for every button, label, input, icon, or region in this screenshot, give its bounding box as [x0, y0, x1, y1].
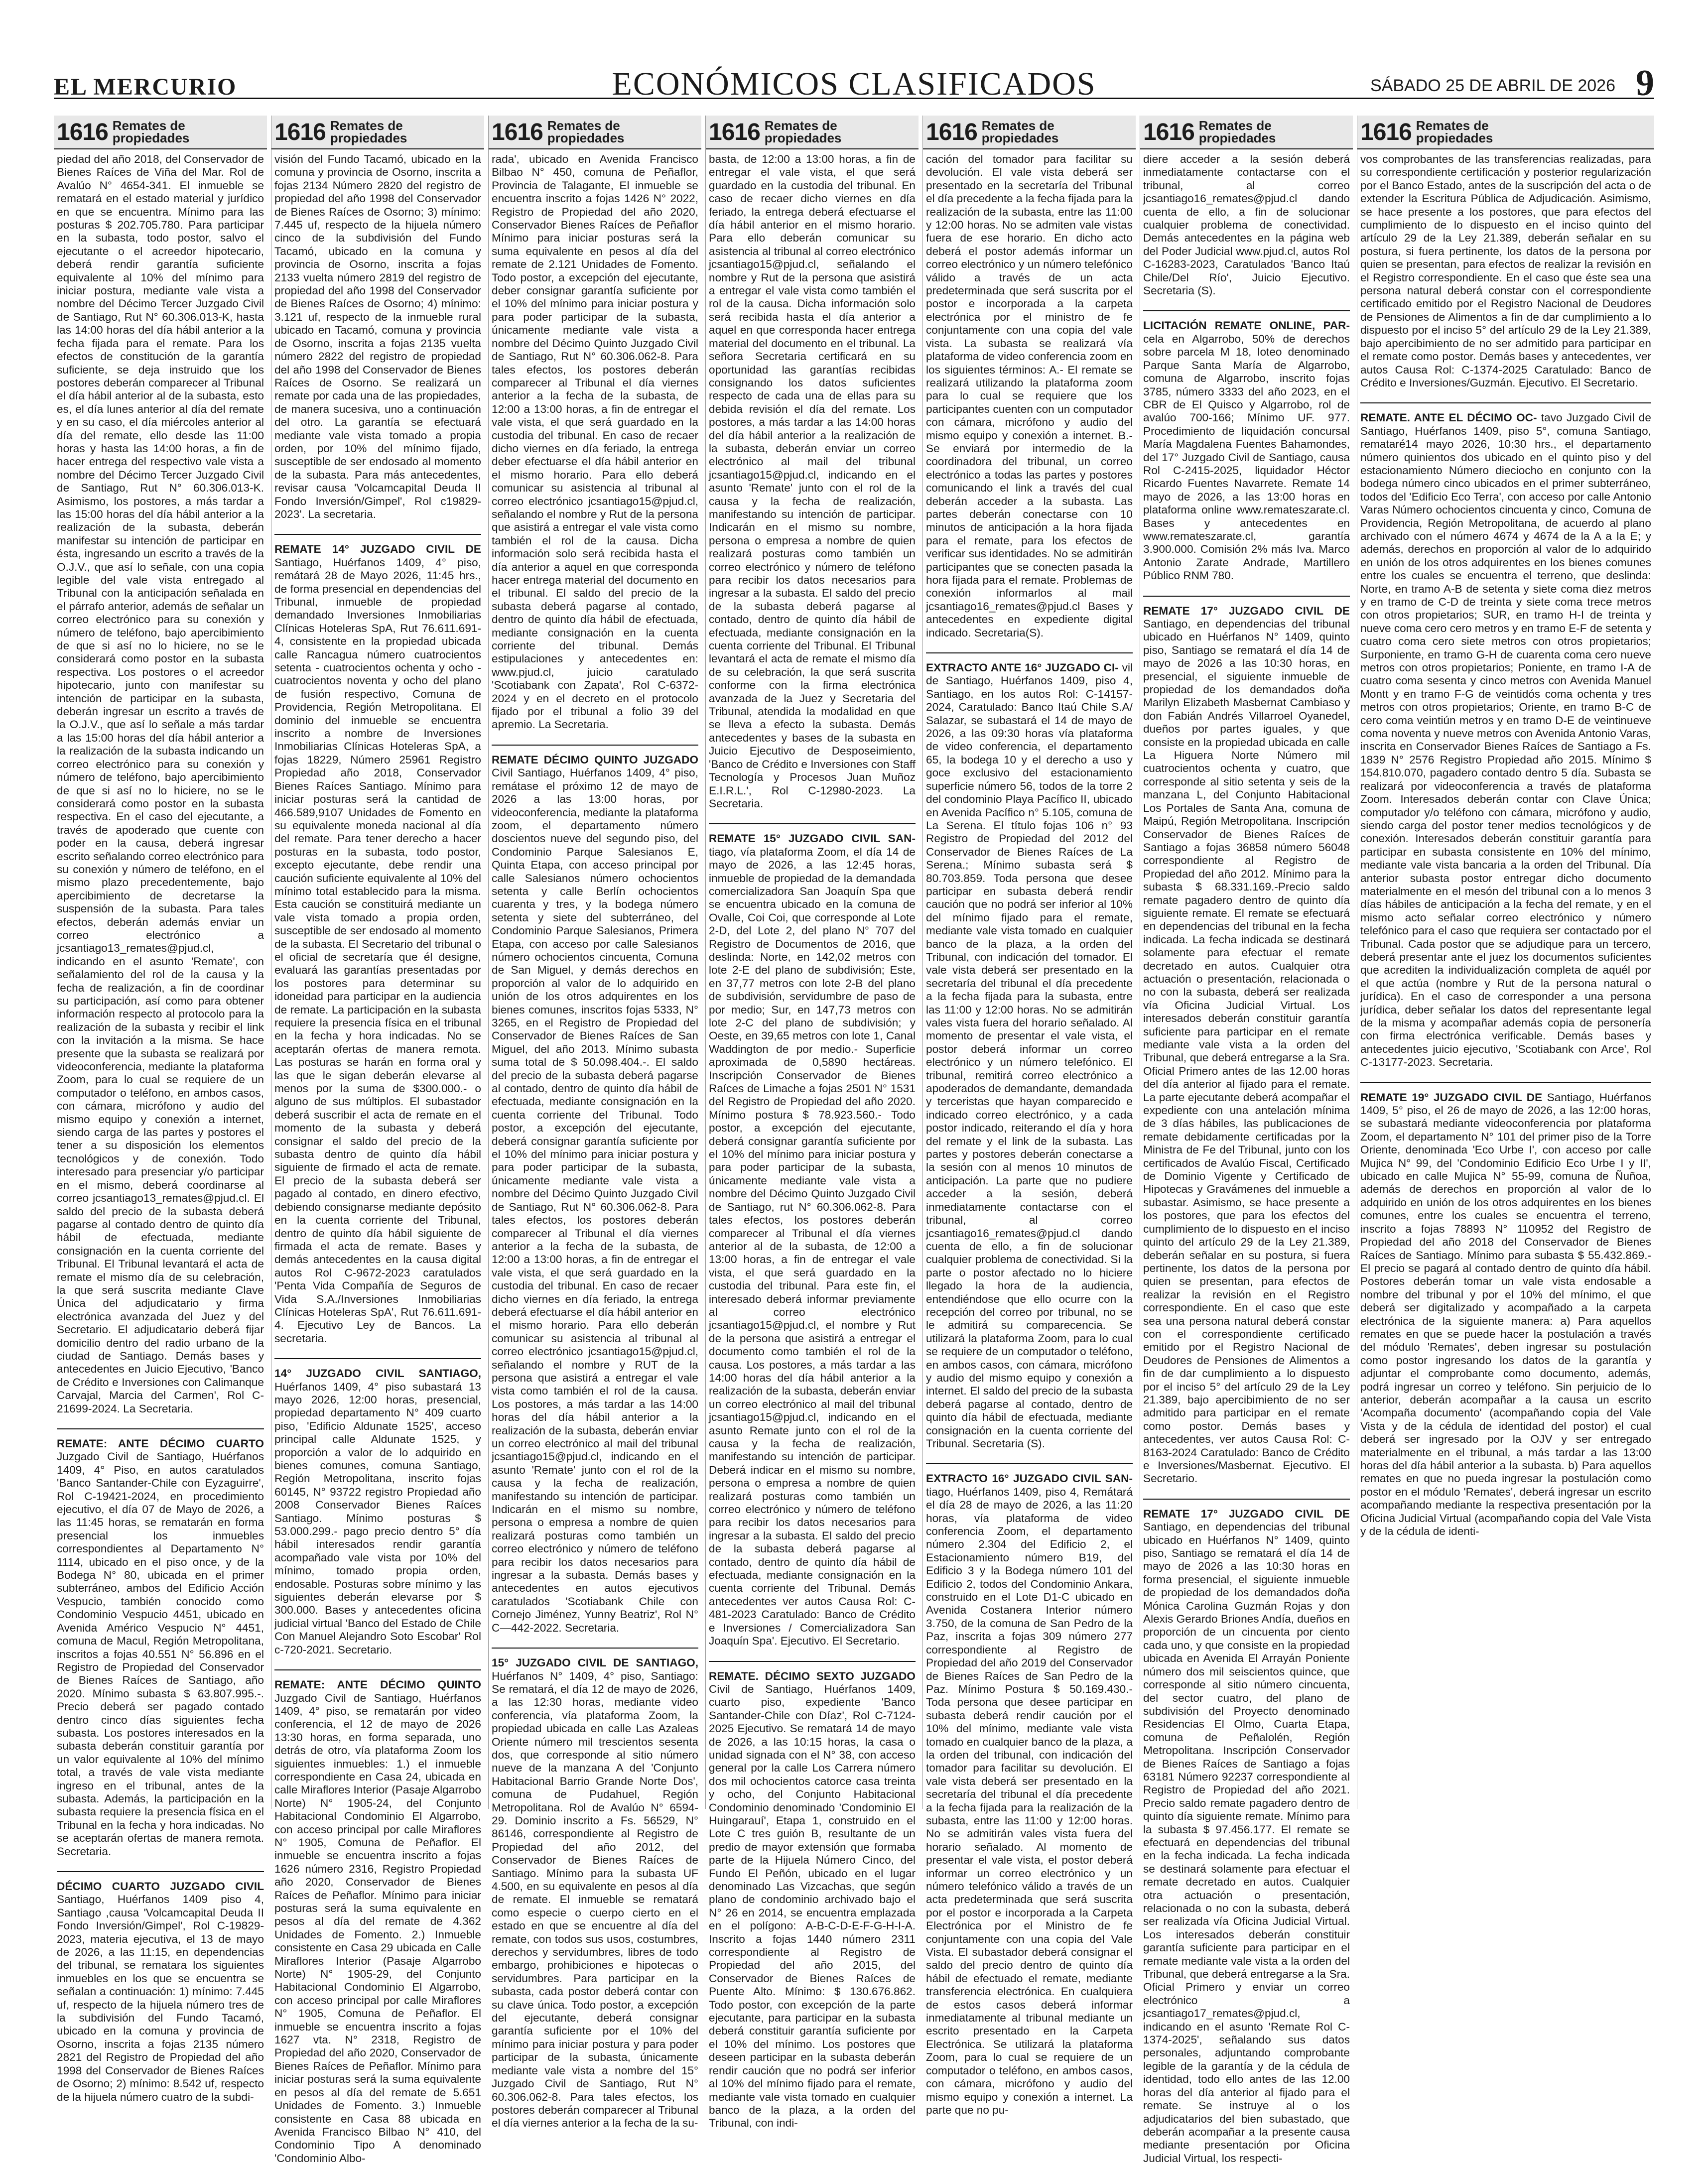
- classified-ad: [709, 832, 916, 1648]
- ad-text: Santiago, Huérfanos 1409, 4° piso, remátará 28 de Mayo 2026, 11:45 hrs., de forma presencial en dependencias del Tribunal, inmueble de propiedad demandado Inversiones Inmobiliarias Clínicas Hoteleras SpA, Rut 76.611.691-4, consistente en la propiedad ubicada calle Rancagua número cuatrocientos setenta - cuatrocientos ochenta y ocho - cuatrocientos noventa y ocho del plano de fusión respectivo, Comuna de Providencia, Región Metropolitana. El dominio del inmueble se encuentra inscrito a nombre de Inversiones Inmobiliarias Clínicas Hoteleras SpA, a fojas 18229, Número 25961 Registro Propiedad año 2018, Conservador Bienes Raíces Santiago. Mínimo para iniciar posturas será la cantidad de 466.589,9107 Unidades de Fomento en su equivalente moneda nacional al día del remate. Para tener derecho a hacer posturas en la subasta, todo postor, excepto ejecutante, debe rendir una caución suficiente equivalente al 10% del mínimo total establecido para la misma. Esta caución se constituirá mediante un vale vista tomado a propia orden, susceptible de ser endosado al momento de la subasta. El Secretario del tribunal o el oficial de secretaría que él designe, evaluará las garantías presentadas por los postores para determinar su idoneidad para participar en la audiencia de remate. La participación en la subasta requiere la presencia física en el tribunal en la fecha y hora indicadas. No se aceptarán ofertas de manera remota. Las posturas se harán en forma oral y las que le sigan deberán elevarse al menos por la suma de $300.000.- o alguno de sus múltiplos. El subastador deberá suscribir el acta de remate en el momento de la subasta y deberá consignar el saldo del precio de la subasta dentro de quinto día hábil siguiente de firmado el acta de remate. El precio de la subasta deberá ser pagado al contado, en dinero efectivo, debiendo consignarse mediante depósito en la cuenta corriente del Tribunal, dentro de quinto día hábil siguiente de firmada el acta de remate. Bases y demás antecedentes en la causa digital autos Rol C-9672-2023 caratulados 'Penta Vida Compañía de Seguros de Vida S.A./Inversiones Inmobiliarias Clínicas Hoteleras SpA', Rut 76.611.691-4. Ejecutivo Ley de Bancos. La secretaria.: [274, 556, 481, 1345]
- section-label: Remates de propiedades: [112, 118, 190, 145]
- classified-ad: [1143, 319, 1350, 582]
- ad-text: basta, de 12:00 a 13:00 horas, a fin de entregar el vale vista, el que será guardado en la custodia del tribunal. En caso de recaer dicho viernes en día feriado, la entrega deberá efectuarse el día hábil anterior en el mismo horario. Para ello deberán comunicar su asistencia al tribunal al correo electrónico jcsantiago15@pjud.cl, señalando el nombre y Rut de la persona que asistirá a entregar el vale vista como también el rol de la causa. Dicha información solo será recibida hasta el día anterior a aquel en que corresponda hacer entrega material del documento en el tribunal. La señora Secretaria certificará en su oportunidad las garantías recibidas consignando los datos suficientes respecto de cada una de ellas para su debida revisión el día del remate. Los postores, a más tardar a las 14:00 horas del día hábil anterior a la realización de la subasta, deberán enviar un correo electrónico al mail del tribunal jcsantiago15@pjud.cl, indicando en el asunto 'Remate' junto con el rol de la causa y la fecha de realización, manifestando su intención de participar. Indicarán en el mismo su nombre, persona o empresa a nombre de quien realizará posturas como también un correo electrónico y número de teléfono para recibir los datos necesarios para ingresar a la subasta. El saldo del precio de la subasta deberá pagarse al contado, dentro de quinto día hábil de efectuada, mediante consignación en la cuenta corriente del Tribunal. El Tribunal levantará el acta de remate el mismo día de su celebración, la que será suscrita conforme con la firma electrónica avanzada de la Juez y Secretaria del Tribunal, atendida la modalidad en que se lleva a efecto la subasta. Demás antecedentes y bases de la subasta en Juicio Ejecutivo de Desposeimiento, 'Banco de Crédito e Inversiones con Staff Tecnología y Procesos Juan Muñoz E.I.R.L.', Rol C-12980-2023. La Secretaria.: [709, 153, 916, 810]
- ad-text: tavo Juzgado Civil de Santiago, Huérfanos 1409, piso 5°, comuna Santiago, remataré14 mayo 2026, 10:30 hrs., el departamento número quinientos dos ubicado en el quinto piso y del estacionamiento Número dieciocho en conjunto con la bodega número cinco ubicados en el primer subterráneo, todos del 'Edificio Eco Terra', con acceso por calle Antonio Varas Número ochocientos cincuenta y cinco, Comuna de Providencia, Región Metropolitana, de acuerdo al plano archivado con el número 4674 y 4674 de la A a la E; y además, derechos en proporción al valor de lo adquirido en unión de los otros adquirentes en los bienes comunes entre los cuales se encuentra el terreno, que deslinda: Norte, en tramo A-B de setenta y siete coma diez metros y en tramo de C-D de treinta y siete coma trece metros con otros propietarios; SUR, en tramo H-I de treinta y nueve coma cero cero metros y en tramo E-F de setenta y cuatro coma cero siete metros con otros propietarios; Surponiente, en tramo G-H de cuarenta coma cero nueve metros con otros propietarios; Poniente, en tramo I-A de cuatro coma sesenta y cinco metros con Avenida Manuel Montt y en tramo F-G de veintidós coma ochenta y tres metros con otros propietarios; Oriente, en tramo B-C de cero coma veintiún metros y en tramo D-E de veintinueve coma noventa y nueve metros con Avenida Antonio Varas, inscrita en Conservador Bienes Raíces de Santiago a Fs. 1839 N° 2576 Registro Propiedad año 2015. Mínimo $ 154.810.070, pagadero contado dentro 5 día. Subasta se realizará por videoconferencia a través de plataforma Zoom. Interesados deberán contar con Clave Única; computador y/o teléfono con cámara, micrófono y audio, siendo carga del postor tener medios tecnológicos y de conexión. Interesados deberán constituir garantía para participar en subasta consistente en 10% del mínimo, mediante vale vista bancaria a la orden del Tribunal. Día anterior subasta postor entregar dicho documento materialmente en el mesón del tribunal con a lo menos 3 días hábiles de anticipación a la fecha del remate, y en el mismo acto señalar correo electrónico y número telefónico para el caso que requiera ser contactado por el Tribunal. Cada postor que se adjudique para un tercero, deberá presentar ante el juez los documentos suficientes que acrediten la individualización completa de aquél por el que actúa (nombre y Rut de la persona natural o jurídica). En el caso de corresponder a una persona jurídica, deber señalar los datos del representante legal de la misma y acompañar además copia de personería con firma electrónica verificable. Demás bases y antecedentes juicio ejecutivo, 'Scotiabank con Arce', Rol C-13177-2023. Secretaria.: [1360, 411, 1651, 1069]
- classified-ad: [1143, 605, 1350, 1486]
- ad-text: vil de Santiago, Huérfanos 1409, piso 4, Santiago, en los autos Rol: C-14157-2024, Caratulado: Banco Itaú Chile S.A/ Salazar, se subastará el 14 de mayo de 2026, a las 09:30 horas vía plataforma de video conferencia, el departamento 65, la bodega 10 y el derecho a uso y goce exclusivo del estacionamiento superficie número 56, todos de la torre 2 del condominio Playa Pacífico II, ubicado en Avenida Pacífico n° 5.105, comuna de La Serena. El título fojas 106 n° 93 Registro de Propiedad del 2012 del Conservador de Bienes Raíces de La Serena.; Mínimo subasta será $ 80.703.859. Toda persona que desee participar en subasta deberá rendir caución que no podrá ser inferior al 10% del mínimo fijado para el remate, mediante vale vista tomado en cualquier banco de la plaza, a la orden del Tribunal, con indicación del tomador. El vale vista deberá ser presentado en la secretaría del tribunal el día precedente a la fecha fijada para la subasta, entre las 11:00 y 12:00 horas. No se admitirán vales vista fuera del horario señalado. Al momento de presentar el vale vista, el postor deberá informar un correo electrónico y un número telefónico. El tribunal, remitirá correo electrónico a apoderados de demandante, demandada y terceristas que hayan comparecido e indicado correo electrónico, y a cada postor indicado, reiterando el día y hora del remate y el link de la subasta. Las partes y postores deberán conectarse a la sesión con al menos 10 minutos de anticipación. La parte que no pudiere acceder a la sesión, deberá inmediatamente contactarse con el tribunal, al correo jcsantiago16_remates@pjud.cl dando cuenta de ello, a fin de solucionar cualquier problema de conectividad. Si la parte o postor afectado no lo hiciere llegado la hora de la audiencia, entendiéndose que ello ocurre con la recepción del correo por tribunal, no se le admitirá su comparecencia. Se utilizará la plataforma Zoom, para lo cual se requiere de un computador o teléfono, en ambos casos, con cámara, micrófono y audio del mismo equipo y conexión a internet. El saldo del precio de la subasta deberá pagarse al contado, dentro de quinto día hábil de efectuada, mediante consignación en la cuenta corriente del Tribunal. Secretaria (S).: [926, 661, 1133, 1450]
- ad-divider: [57, 1428, 264, 1429]
- ad-text: Santiago, Huérfanos 1409, 5° piso, el 26 de mayo de 2026, a las 12:00 horas, se subastará mediante videoconferencia por plataforma Zoom, el departamento N° 101 del primer piso de la Torre Oriente, denominada 'Eco Urbe I', con acceso por calle Mujica N° 99, del 'Condominio Edificio Eco Urbe I y II', ubicado en calle Mujica N° 55-99, comuna de Ñuñoa, además de derechos en proporción al valor de lo adquirido en unión de los otros adquirentes en los bienes comunes, entre los cuales se encuentra el terreno, inscrito a fojas 78893 N° 110952 del Registro de Propiedad del año 2018 del Conservador de Bienes Raíces de Santiago. Mínimo para subasta $ 55.432.869.- El precio se pagará al contado dentro de quinto día hábil. Postores deberán tomar un vale vista endosable a nombre del tribunal y por el 10% del mínimo, el que deberá ser digitalizado y acompañado a la carpeta electrónica de la siguiente manera: a) Para aquellos remates en que se puede hacer la postulación a través del módulo 'Remates', deben ingresar su postulación como postor ingresando los datos de la garantía y adjuntar el comprobante como documento, además, podrá ingresar un correo y teléfono. Sin perjuicio de lo anterior, deberán acompañar a la causa un escrito 'Acompaña documento' (acompañando copia del Vale Vista y de la cédula de identidad del postor) el cual deberá ser ingresado por la OJV y ser entregado materialmente en el tribunal, a más tardar a las 13:00 horas del día hábil anterior a la subasta. b) Para aquellos remates en que no pueda ingresar la postulación como postor en el módulo 'Remates', deberá ingresar un escrito acompañando mediante la respectiva presentación por la Oficina Judicial Virtual (acompañando copia del Vale Vista y de la cédula de identi-: [1360, 1091, 1651, 1538]
- ad-heading: REMATE 14° JUZGADO CIVIL DE: [274, 543, 481, 556]
- section-label: Remates de propiedades: [330, 118, 407, 145]
- ad-divider: [1143, 310, 1350, 311]
- column-header: [923, 116, 1136, 149]
- classified-ad: [57, 1880, 264, 2104]
- ad-text: Santiago, en dependencias del tribunal ubicado en Huérfanos N° 1409, quinto piso, Santiago se rematará el día 14 de mayo de 2026 a las 10:30 horas, en presencial, el siguiente inmueble de propiedad de los demandados doña Marilyn Elizabeth Masbernat Cambiaso y don Fabián Andrés Villarroel Oyanedel, dueños por partes iguales, y que consiste en la propiedad ubicada en calle La Higuera Norte Número mil cuatrocientos ochenta y cuatro, que corresponde al sitio setenta y seis de la manzana L, del Conjunto Habitacional Los Portales de Santa Ana, comuna de Maipú, Región Metropolitana. Inscripción Conservador de Bienes Raíces de Santiago a fojas 36858 número 56048 correspondiente al Registro de Propiedad del año 2012. Mínimo para la subasta $ 68.331.169.-Precio saldo remate pagadero dentro de quinto día siguiente remate. El remate se efectuará en dependencias del tribunal en la fecha indicada. La fecha indicada se destinará solamente para efectuar el remate decretado en autos. Cualquier otra actuación o presentación, relacionada o no con la subasta, deberá ser realizada vía Oficina Judicial Virtual. Los interesados deberán constituir garantía suficiente para participar en el remate mediante vale vista a la orden del Tribunal, que deberá entregarse a la Sra. Oficial Primero antes de las 12.00 horas del día anterior al fijado para el remate. La parte ejecutante deberá acompañar el expediente con una antelación mínima de 3 días hábiles, las publicaciones de remate debidamente certificadas por la Ministra de Fe del Tribunal, junto con los certificados de Avalúo Fiscal, Certificado de Dominio Vigente y Certificado de Hipotecas y Gravámenes del inmueble a subastar. Asimismo, se hace presente a los postores, que para los efectos del cumplimiento de lo dispuesto en el inciso quinto del artículo 29 de la Ley 21.389, deberán señalar en su postura, si fuera pertinente, los datos de la persona por quien se presentan, para efectos de realizar la revisión en el Registro correspondiente. En el caso que este sea una persona natural deberá constar con el correspondiente certificado emitido por el Registro Nacional de Deudores de Pensiones de Alimentos a fin de dar cumplimiento a lo dispuesto por el inciso 5° del artículo 29 de la Ley 21.389, bajo apercibimiento de no ser admitido para participar en el remate como postor. Demás bases y antecedentes, ver autos Causa Rol: C-8163-2024 Caratulado: Banco de Crédito e Inversiones/Masbernat. Ejecutivo. El Secretario.: [1143, 618, 1350, 1485]
- classified-ad: [1360, 411, 1651, 1069]
- classified-ad: [492, 1656, 698, 2130]
- classified-ad: [1360, 153, 1651, 389]
- classified-ad: [274, 543, 481, 1345]
- ad-text: Huérfanos N° 1409, 4° piso, Santiago: Se rematará, el día 12 de mayo de 2026, a las 12:30 horas, mediante video conferencia, vía plataforma Zoom, la propiedad ubicada en calle Las Azaleas Oriente número mil trescientos sesenta dos, que corresponde al sitio número nueve de la manzana A del 'Conjunto Habitacional Barrio Grande Norte Dos', comuna de Pudahuel, Región Metropolitana. Rol de Avalúo N° 6594-29. Dominio inscrito a Fs. 56529, N° 86146, correspondiente al Registro de Propiedad del año 2012, del Conservador de Bienes Raíces de Santiago. Mínimo para la subasta UF 4.500, en su equivalente en pesos al día de remate. El inmueble se rematará como especie o cuerpo cierto en el estado en que se encuentre al día del remate, con todos sus usos, costumbres, derechos y servidumbres, libres de todo embargo, prohibiciones e hipotecas o servidumbres. Para participar en la subasta, cada postor deberá contar con su clave única. Todo postor, a excepción del ejecutante, deberá consignar garantía suficiente por el 10% del mínimo para iniciar postura y para poder participar de la subasta, únicamente mediante vale vista a nombre del 15° Juzgado Civil de Santiago, Rut N° 60.306.062-8. Para tales efectos, los postores deberán comparecer al Tribunal el día viernes anterior a la fecha de la su-: [492, 1669, 698, 2130]
- classified-ad: [709, 1670, 916, 2130]
- ad-divider: [1143, 1499, 1350, 1500]
- column-header: [489, 116, 701, 149]
- ad-divider: [492, 1648, 698, 1649]
- ad-heading: EXTRACTO 16° JUZGADO CIVIL SAN-: [926, 1472, 1133, 1485]
- section-label: Remates de propiedades: [547, 118, 625, 145]
- section-code: 1616: [57, 119, 108, 145]
- ad-heading: REMATE DÉCIMO QUINTO JUZGADO: [492, 753, 698, 766]
- classified-ad: [709, 153, 916, 810]
- section-label: Remates de propiedades: [1198, 118, 1276, 145]
- ad-text: Huérfanos 1409, 4° piso subastará 13 mayo 2026, 12:00 horas, presencial, propiedad departamento N° 409 cuarto piso, 'Edificio Aldunate 1525', acceso principal calle Aldunate 1525, y proporción a valor de lo adquirido en bienes comunes, comuna Santiago, Región Metropolitana, inscrito fojas 60145, N° 93722 registro Propiedad año 2008 Conservador Bienes Raíces Santiago. Mínimo posturas $ 53.000.299.- pago precio dentro 5° día hábil interesados rendir garantía acompañado vale vista por 10% del mínimo, tomado propia orden, endosable. Posturas sobre mínimo y las siguientes deberán elevarse por $ 300.000. Bases y antecedentes oficina judicial virtual 'Banco del Estado de Chile Con Manuel Alejandro Soto Escobar' Rol c-720-2021. Secretario.: [274, 1380, 481, 1656]
- classified-ad: [926, 661, 1133, 1450]
- classified-ad: [274, 153, 481, 521]
- column-header: [1357, 116, 1654, 149]
- ad-text: diere acceder a la sesión deberá inmediatamente contactarse con el tribunal, al correo jcsantiago16_remates@pjud.cl dando cuenta de ello, a fin de solucionar cualquier problema de conectividad. Demás antecedentes en la página web del Poder Judicial www.pjud.cl, autos Rol C-16283-2023, Caratulados 'Banco Itaú Chile/Del Río', Juicio Ejecutivo. Secretaria (S).: [1143, 153, 1350, 297]
- ad-text: Santiago, en dependencias del tribunal ubicado en Huérfanos N° 1409, quinto piso, Santiago se rematará el día 14 de mayo de 2026 a las 10:30 horas en forma presencial, el siguiente inmueble de propiedad de los demandados doña Mónica Carolina Guzmán Rojas y don Alexis Gerardo Briones Andía, dueños en proporción de un cincuenta por ciento cada uno, y que consiste en la propiedad ubicada en Avenida El Arrayán Poniente número dos mil seiscientos quince, que corresponde al sitio número cincuenta, del sector cuatro, del plano de subdivisión del Proyecto denominado Residencias El Olmo, Cuarta Etapa, comuna de Peñalolén, Región Metropolitana. Inscripción Conservador de Bienes Raíces de Santiago a fojas 63181 Número 92237 correspondiente al Registro de Propiedad del año 2021. Precio saldo remate pagadero dentro de quinto día siguiente remate. Mínimo para la subasta $ 97.456.177. El remate se efectuará en dependencias del tribunal en la fecha indicada. La fecha indicada se destinará solamente para efectuar el remate decretado en autos. Cualquier otra actuación o presentación, relacionada o no con la subasta, deberá ser realizada vía Oficina Judicial Virtual. Los interesados deberán constituir garantía suficiente para participar en el remate mediante vale vista a la orden del Tribunal, que deberá entregarse a la Sra. Oficial Primero y enviar un correo electrónico a jcsantiago17_remates@pjud.cl, indicando en el asunto 'Remate Rol C-1374-2025', señalando sus datos personales, adjuntando comprobante legible de la garantía y de la cédula de identidad, todo ello antes de las 12.00 horas del día anterior al fijado para el remate. Se instruye al o los adjudicatarios del bien subastado, que deberán acompañar a la presente causa mediante presentación por Oficina Judicial Virtual, los respecti-: [1143, 1521, 1350, 2165]
- classified-ad: [57, 153, 264, 1415]
- ad-text: Civil de Santiago, Huérfanos 1409, cuarto piso, expediente 'Banco Santander-Chile con Díaz', Rol C-7124-2025 Ejecutivo. Se rematará 14 de mayo de 2026, a las 10:15 horas, la casa o unidad signada con el N° 38, con acceso general por la calle Los Carrera número dos mil ochocientos catorce casa treinta y ocho, del Conjunto Habitacional Condominio denominado 'Condominio El Huingarauí', Etapa 1, construido en el Lote C tres guión B, resultante de un predio de mayor extensión que formaba parte de la Hijuela Número Cinco, del Fundo El Peñón, ubicado en el lugar denominado Las Vizcachas, que según plano de condominio archivado bajo el N° 26 en 2014, se encuentra emplazada en el polígono: A-B-C-D-E-F-G-H-I-A. Inscrito a fojas 1440 número 2311 correspondiente al Registro de Propiedad del año 2015, del Conservador de Bienes Raíces de Puente Alto. Mínimo: $ 130.676.862. Todo postor, con excepción de la parte ejecutante, para participar en la subasta deberá constituir garantía suficiente por el 10% del mínimo. Los postores que deseen participar en la subasta deberán rendir caución que no podrá ser inferior al 10% del mínimo fijado para el remate, mediante vale vista tomado en cualquier banco de la plaza, a la orden del Tribunal, con indi-: [709, 1682, 916, 2130]
- ad-divider: [709, 1661, 916, 1662]
- ad-heading: REMATE. DÉCIMO SEXTO JUZGADO: [709, 1669, 916, 1682]
- ad-heading: EXTRACTO ANTE 16° JUZGADO CI-: [926, 661, 1122, 674]
- ad-heading: REMATE: ANTE DÉCIMO QUINTO: [274, 1678, 481, 1691]
- ad-divider: [709, 823, 916, 824]
- ad-divider: [1360, 402, 1651, 403]
- ad-divider: [926, 1463, 1133, 1464]
- column-body: [923, 149, 1136, 2117]
- ad-text: Civil Santiago, Huérfanos 1409, 4° piso, remátase el próximo 12 de mayo de 2026 a las 13:00 horas, por videoconferencia, mediante la plataforma zoom, el departamento número doscientos nueve del segundo piso, del Condominio Parque Salesianos E, Quinta Etapa, con acceso principal por calle Salesianos número ochocientos setenta y calle Berlín ochocientos cuarenta y tres, y la bodega número setenta y siete del subterráneo, del Condominio Parque Salesianos, Primera Etapa, con acceso por calle Salesianos número ochocientos cincuenta, Comuna de San Miguel, y demás derechos en proporción al valor de lo adquirido en unión de los otros adquirentes en los bienes comunes, inscritos fojas 5333, N° 3265, en el Registro de Propiedad del Conservador de Bienes Raíces de San Miguel, del año 2013. Mínimo subasta suma total de $ 50.098.404.-. El saldo del precio de la subasta deberá pagarse al contado, dentro de quinto día hábil de efectuada, mediante consignación en la cuenta corriente del Tribunal. Todo postor, a excepción del ejecutante, deberá consignar garantía suficiente por el 10% del mínimo para iniciar postura y para poder participar de la subasta, únicamente mediante vale vista a nombre del Décimo Quinto Juzgado Civil de Santiago, Rut N° 60.306.062-8. Para tales efectos, los postores deberán comparecer al Tribunal el día viernes anterior a la fecha de la subasta, de 12:00 a 13:00 horas, a fin de entregar el vale vista, el que será guardado en la custodia del tribunal. En caso de recaer dicho viernes en día feriado, la entrega deberá efectuarse el día hábil anterior en el mismo horario. Para ello deberán comunicar su asistencia al tribunal al correo electrónico jcsantiago15@pjud.cl, señalando el nombre y RUT de la persona que asistirá a entregar el vale vista como también el rol de la causa. Los postores, a más tardar a las 14:00 horas del día hábil anterior a la realización de la subasta, deberán enviar un correo electrónico al mail del tribunal jcsantiago15@pjud.cl, indicando en el asunto 'Remate' junto con el rol de la causa y la fecha de realización, manifestando su intención de participar. Indicarán en el mismo su nombre, persona o empresa a nombre de quien realizará posturas como también un correo electrónico y número de teléfono para recibir los datos necesarios para ingresar a la subasta. Demás bases y antecedentes en autos ejecutivos caratulados 'Scotiabank Chile con Cornejo Jiménez, Yunny Beatriz', Rol N° C—442-2022. Secretaria.: [492, 766, 698, 1634]
- column-body: [1357, 149, 1654, 1538]
- ad-divider: [274, 534, 481, 535]
- classified-ad: [57, 1437, 264, 1858]
- section-code: 1616: [1360, 119, 1412, 145]
- page-number: 9: [1636, 63, 1654, 104]
- ad-divider: [274, 1358, 481, 1359]
- classified-ad: [274, 1678, 481, 2165]
- column-body: [1140, 149, 1353, 2165]
- ad-text: rada', ubicado en Avenida Francisco Bilbao N° 450, comuna de Peñaflor, Provincia de Talagante, El inmueble se encuentra inscrito a fojas 1426 N° 2022, Registro de Propiedad del año 2020, Conservador Bienes Raíces de Peñaflor Mínimo para iniciar posturas será la suma equivalente en pesos al día del remate de 2.121 Unidades de Fomento. Todo postor, a excepción del ejecutante, deber consignar garantía suficiente por el 10% del mínimo para iniciar postura y para poder participar de la subasta, únicamente mediante vale vista a nombre del Décimo Quinto Juzgado Civil de Santiago, Rut N° 60.306.062-8. Para tales efectos, los postores deberán comparecer al Tribunal el día viernes anterior a la fecha de la subasta, de 12:00 a 13:00 horas, a fin de entregar el vale vista, el que será guardado en la custodia del tribunal. En caso de recaer dicho viernes en día feriado, la entrega deber efectuarse el día hábil anterior en el mismo horario. Para ello deberá comunicar su asistencia al tribunal al correo electrónico jcsantiago15@pjud.cl, señalando el nombre y Rut de la persona que asistirá a entregar el vale vista como también el rol de la causa. Dicha información solo será recibida hasta el día anterior a aquel en que corresponda hacer entrega material del documento en el tribunal. El saldo del precio de la subasta deberá pagarse al contado, dentro de quinto día hábil de efectuada, mediante consignación en la cuenta corriente del tribunal. Demás estipulaciones y antecedentes en: www.pjud.cl, juicio caratulado 'Scotiabank con Zapata', Rol C-6372-2024 y en el decreto en el protocolo fijado por el tribunal a folio 39 del apremio. La Secretaria.: [492, 153, 698, 731]
- ad-text: visión del Fundo Tacamó, ubicado en la comuna y provincia de Osorno, inscrita a fojas 2134 Número 2820 del registro de propiedad del año 1998 del Conservador de Bienes Raíces de Osorno; 3) mínimo: 7.445 uf, respecto de la hijuela número cinco de la subdivisión del Fundo Tacamó, ubicado en la comuna y provincia de Osorno, inscrita a fojas 2133 vuelta número 2819 del registro de propiedad del año 1998 del Conservador de Bienes Raíces de Osorno; 4) mínimo: 3.121 uf, respecto de la inmueble rural ubicado en Tacamó, comuna y provincia de Osorno, inscrita a fojas 2135 vuelta número 2822 del registro de propiedad del año 1998 del Conservador de Bienes Raíces de Osorno. Se realizará un remate por cada una de las propiedades, de manera sucesiva, uno a continuación del otro. La garantía se efectuará mediante vale vista tomado a propia orden, por 10% del mínimo fijado, susceptible de ser endosado al momento de la subasta. Para más antecedentes, revisar causa 'Volcamcapital Deuda II Fondo Inversión/Gimpel', Rol c19829-2023'. La secretaria.: [274, 153, 481, 520]
- ad-divider: [57, 1871, 264, 1872]
- ad-text: cela en Algarrobo, 50% de derechos sobre parcela M 18, loteo denominado Parque Santa María de Algarrobo, comuna de Algarrobo, inscrito fojas 3785, número 3333 del año 2023, en el CBR de El Quisco y Algarrobo, rol de avalúo 700-166; Mínimo UF. 977. Procedimiento de liquidación concursal María Magdalena Fuentes Bahamondes, del 17° Juzgado Civil de Santiago, causa Rol C-2415-2025, liquidador Héctor Ricardo Fuentes Navarrete. Remate 14 mayo de 2026, a las 13:00 horas en plataforma online www.remateszarate.cl. Bases y antecedentes en www.remateszarate.cl, garantía 3.900.000. Comisión 2% más Iva. Marco Antonio Zarate Andrade, Martillero Público RNM 780.: [1143, 332, 1350, 582]
- classified-ad: [926, 153, 1133, 639]
- column-header: [54, 116, 267, 149]
- ad-heading: REMATE 17° JUZGADO CIVIL DE: [1143, 604, 1350, 617]
- column-header: [706, 116, 919, 149]
- ad-text: Santiago, Huérfanos 1409 piso 4, Santiago ,causa 'Volcamcapital Deuda II Fondo Inversión/Gimpel', Rol C-19829-2023, materia ejecutiva, el 13 de mayo de 2026, a las 11:15, en dependencias del tribunal, se rematara los siguientes inmuebles en los que se encuentra se señalan a continuación: 1) mínimo: 7.445 uf, respecto de la hijuela número tres de la subdivisión del Fundo Tacamó, ubicado en la comuna y provincia de Osorno, inscrita a fojas 2135 número 2821 del Registro de Propiedad del año 1998 del Conservador de Bienes Raíces de Osorno; 2) mínimo: 8.542 uf, respecto de la hijuela número cuatro de la subdi-: [57, 1893, 264, 2103]
- column-header: [1140, 116, 1353, 149]
- ad-heading: REMATE: ANTE DÉCIMO CUARTO: [57, 1437, 264, 1450]
- ad-heading: LICITACIÓN REMATE ONLINE, PAR-: [1143, 319, 1350, 332]
- section-code: 1616: [274, 119, 326, 145]
- section-code: 1616: [709, 119, 760, 145]
- column-1: [54, 116, 267, 2103]
- ad-heading: REMATE 17° JUZGADO CIVIL DE: [1143, 1507, 1350, 1520]
- section-label: Remates de propiedades: [764, 118, 842, 145]
- ad-text: Juzgado Civil de Santiago, Huérfanos 1409, 4° piso, se rematarán por video conferencia, el 12 de mayo de 2026 13:30 horas, en forma separada, uno detrás de otro, vía plataforma Zoom los siguientes inmuebles: 1.) el inmueble correspondiente en Casa 24, ubicada en calle Miraflores Interior (Pasaje Algarrobo Norte) N° 1905-24, del Conjunto Habitacional Condominio El Algarrobo, con acceso principal por calle Miraflores N° 1905, Comuna de Peñaflor. El inmueble se encuentra inscrito a fojas 1626 número 2316, Registro Propiedad año 2020, Conservador de Bienes Raíces de Peñaflor. Mínimo para iniciar posturas será la suma equivalente en pesos al día del remate de 4.362 Unidades de Fomento. 2.) Inmueble consistente en Casa 29 ubicada en Calle Miraflores Interior (Pasaje Algarrobo Norte) N° 1905-29, del Conjunto Habitacional Condominio El Algarrobo, con acceso principal por calle Miraflores N° 1905, Comuna de Peñaflor. El inmueble se encuentra inscrito a fojas 1627 vta. N° 2318, Registro de Propiedad del año 2020, Conservador de Bienes Raíces de Peñaflor. Mínimo para iniciar posturas será la suma equivalente en pesos al día del remate de 5.651 Unidades de Fomento. 3.) Inmueble consistente en Casa 88 ubicada en Avenida Francisco Bilbao N° 410, del Condominio Tipo A denominado 'Condominio Albo-: [274, 1691, 481, 2165]
- column-body: [706, 149, 919, 2130]
- ad-divider: [492, 745, 698, 746]
- ad-divider: [1143, 596, 1350, 597]
- ad-text: vos comprobantes de las transferencias realizadas, para su correspondiente certificación y posterior regularización por el Banco Estado, antes de la suscripción del acta o de extender la Escritura Pública de Adjudicación. Asimismo, se hace presente a los postores, que para efectos del cumplimiento de lo dispuesto en el inciso quinto del artículo 29 de la Ley 21.389, deberán señalar en su postura, si fuera pertinente, los datos de la persona por quien se presentan, para efectos de realizar la revisión en el Registro correspondiente. En el caso que éste sea una persona natural deberá constar con el correspondiente certificado emitido por el Registro Nacional de Deudores de Pensiones de Alimentos a fin de dar cumplimiento a lo dispuesto por el inciso 5° del artículo 29 de la Ley 21.389, bajo apercibimiento de no ser admitido para participar en el remate como postor. Demás bases y antecedentes, ver autos Causa Rol: C-1374-2025 Caratulado: Banco de Crédito e Inversiones/Guzmán. Ejecutivo. El Secretario.: [1360, 153, 1651, 389]
- ad-heading: REMATE 15° JUZGADO CIVIL SAN-: [709, 832, 916, 845]
- ad-divider: [274, 1669, 481, 1670]
- classified-ad: [274, 1367, 481, 1656]
- section-label: Remates de propiedades: [1416, 118, 1493, 145]
- column-body: [54, 149, 267, 2104]
- column-2: [271, 116, 484, 2165]
- ad-text: piedad del año 2018, del Conservador de Bienes Raíces de Viña del Mar. Rol de Avalúo N° 4654-341. El inmueble se rematará en el estado material y jurídico en que se encuentra. Mínimo para las posturas $ 202.705.780. Para participar en la subasta, todo postor, salvo el ejecutante o el acreedor hipotecario, deberá rendir garantía suficiente equivalente al 10% del mínimo para iniciar postura, mediante vale vista a nombre del Décimo Tercer Juzgado Civil de Santiago, Rut N° 60.306.013-K, hasta las 14:00 horas del día hábil anterior a la fecha fijada para el remate. Para los efectos de constitución de la garantía suficiente, se deja instruido que los postores deberán comparecer al Tribunal el día hábil anterior al de la subasta, esto es, el día lunes anterior al día del remate y en su caso, el día miércoles anterior al día del remate, ello desde las 11:00 horas y hasta las 14:00 horas, a fin de hacer entrega del respectivo vale vista a nombre del Décimo Tercer Juzgado Civil de Santiago, Rut N° 60.306.013-K. Asimismo, los postores, a más tardar a las 15:00 horas del día hábil anterior a la realización de la subasta, deberán manifestar su intención de participar en ésta, ingresando un escrito a través de la O.J.V., que así lo señale, con una copia legible del vale vista entregado al Tribunal con la anticipación señalada en el párrafo anterior, además de señalar un correo electrónico para su conexión y número de teléfono, bajo apercibimiento de que si así no lo hiciere, no se le considerará como postor en la subasta respectiva. Los postores o el acreedor hipotecario, junto con manifestar su intención de participar en la subasta, deberán ingresar un escrito a través de la O.J.V., que así lo señale a más tardar a las 15:00 horas del día hábil anterior a la realización de la subasta indicando un correo electrónico para su conexión y número de teléfono, bajo apercibimiento de que si así no lo hiciere, no se le considerará como postor en la subasta respectiva. En el caso del ejecutante, a través de apoderado que cuente con poder en la causa, deberá ingresar escrito señalando correo electrónico para su conexión y número de teléfono, en el mismo plazo precedentemente, bajo apercibimiento de decretarse la suspensión de la subasta. Para tales efectos, deberán además enviar un correo electrónico a jcsantiago13_remates@pjud.cl, indicando en el asunto 'Remate', con señalamiento del rol de la causa y la fecha de realización, a fin de coordinar su participación, así como para obtener información respecto al protocolo para la realización de la subasta y recibir el link con la invitación a la misma. Se hace presente que la subasta se realizará por videoconferencia, mediante la plataforma Zoom, para lo cual se requiere de un computador o teléfono, en ambos casos, con cámara, micrófono y audio del mismo equipo y conexión a internet, siendo carga de las partes y postores el tener a su disposición los elementos tecnológicos y de conexión. Todo interesado para presenciar y/o participar en el mismo, deberá coordinarse al correo jcsantiago13_remates@pjud.cl. El saldo del precio de la subasta deberá pagarse al contado dentro de quinto día hábil de efectuada, mediante consignación en la cuenta corriente del Tribunal. El Tribunal levantará el acta de remate el mismo día de su celebración, la que será suscrita mediante Clave Única del adjudicatario y firma electrónica avanzada del Juez y del Secretario. El adjudicatario deberá fijar domicilio dentro del radio urbano de la ciudad de Santiago. Demás bases y antecedentes en Juicio Ejecutivo, 'Banco de Crédito e Inversiones con Calimanque Carvajal, Marcia del Carmen', Rol C- 21699-2024. La Secretaria.: [57, 153, 264, 1415]
- newspaper-brand: EL MERCURIO: [54, 74, 237, 100]
- column-3: [488, 116, 701, 2130]
- column-7: [1357, 116, 1654, 1809]
- ad-heading: REMATE. ANTE EL DÉCIMO OC-: [1360, 411, 1541, 424]
- ad-heading: DÉCIMO CUARTO JUZGADO CIVIL: [57, 1880, 264, 1893]
- ad-divider: [926, 652, 1133, 653]
- column-header: [271, 116, 484, 149]
- column-body: [489, 149, 701, 2130]
- section-label: Remates de propiedades: [981, 118, 1059, 145]
- classified-ad: [492, 153, 698, 732]
- ad-text: tiago, Huérfanos 1409, piso 4, Remátará el día 28 de mayo de 2026, a las 11:20 horas, vía plataforma de video conferencia Zoom, el departamento número 2.304 del Edificio 2, el Estacionamiento número B19, del Edificio 3 y la Bodega número 101 del Edificio 2, todos del Condominio Ankara, construido en el Lote D1-C ubicado en Avenida Costanera Interior número 3.750, de la comuna de San Pedro de la Paz, inscrita a fojas 309 número 277 correspondiente al Registro de Propiedad del año 2019 del Conservador de Bienes Raíces de San Pedro de la Paz. Mínimo Postura $ 50.169.430.- Toda persona que desee participar en subasta deberá rendir caución por el 10% del mínimo, mediante vale vista tomado en cualquier banco de la plaza, a la orden del tribunal, con indicación del tomador para facilitar su devolución. El vale vista deberá ser presentado en la secretaría del tribunal el día precedente a la fecha fijada para la realización de la subasta, entre las 11:00 y 12:00 horas. No se admitirán vales vista fuera del horario señalado. Al momento de presentar el vale vista, el postor deberá informar un correo electrónico y un número telefónico válido a través de un acta predeterminada que será suscrita por el postor e incorporada a la Carpeta Electrónica por el Ministro de fe conjuntamente con una copia del Vale Vista. El subastador deberá consignar el saldo del precio dentro de quinto día hábil de efectuado el remate, mediante transferencia electrónica. En cualquiera de estos casos deberá informar inmediatamente al tribunal mediante un escrito presentado en la Carpeta Electrónica. Se utilizará la plataforma Zoom, para lo cual se requiere de un computador o teléfono, en ambos casos, con cámara, micrófono y audio del mismo equipo y conexión a internet. La parte que no pu-: [926, 1485, 1133, 2116]
- classified-ad: [1360, 1091, 1651, 1538]
- column-5: [922, 116, 1136, 2116]
- ad-text: Juzgado Civil de Santiago, Huérfanos 1409, 4° Piso, en autos caratulados 'Banco Santander-Chile con Eyzaguirre', Rol C-19421-2024, en procedimiento ejecutivo, el día 07 de Mayo de 2026, a las 11:45 horas, se rematarán en forma presencial los inmuebles correspondientes al Departamento N° 1114, ubicado en el piso once, y de la Bodega N° 80, ubicada en el primer subterráneo, ambos del Edificio Acción Vespucio, también conocido como Condominio Vespucio 4451, ubicado en Avenida Américo Vespucio N° 4451, comuna de Macul, Región Metropolitana, inscritos a fojas 40.551 N° 56.896 en el Registro de Propiedad del Conservador de Bienes Raíces de Santiago, año 2020. Mínimo subasta $ 63.807.995.-. Precio deberá ser pagado contado dentro cinco días siguientes fecha subasta. Los postores interesados en la subasta deberán constituir garantía por un valor equivalente al 10% del mínimo total, a través de vale vista mediante ingreso en el tribunal, antes de la subasta. Además, la participación en la subasta requiere la presencia física en el Tribunal en la fecha y hora indicadas. No se aceptarán ofertas de manera remota. Secretaria.: [57, 1450, 264, 1858]
- masthead: [54, 63, 1654, 104]
- ad-heading: REMATE 19° JUZGADO CIVIL DE: [1360, 1091, 1547, 1104]
- section-code: 1616: [1143, 119, 1194, 145]
- column-6: [1140, 116, 1353, 2165]
- column-body: [271, 149, 484, 2165]
- section-code: 1616: [492, 119, 543, 145]
- ad-heading: 14° JUZGADO CIVIL SANTIAGO,: [274, 1367, 481, 1380]
- classified-ad: [1143, 1508, 1350, 2165]
- ad-divider: [1360, 1082, 1651, 1083]
- publication-date: SÁBADO 25 DE ABRIL DE 2026: [1370, 76, 1615, 95]
- section-code: 1616: [926, 119, 977, 145]
- column-4: [705, 116, 919, 2130]
- ad-text: cación del tomador para facilitar su devolución. El vale vista deberá ser presentado en la secretaría del Tribunal el día precedente a la fecha fijada para la realización de la subasta, entre las 11:00 y 12:00 horas. No se admiten vale vistas fuera de ese horario. En dicho acto deberá el postor además informar un correo electrónico y un número telefónico válido a través de un acta predeterminada que será suscrita por el postor e incorporada a la carpeta electrónica por el ministro de fe conjuntamente con una copia del vale vista. La subasta se realizará vía plataforma de video conferencia zoom en los siguientes términos: A.- El remate se realizará utilizando la plataforma zoom para lo cual se requiere que los participantes cuenten con un computador con cámara, micrófono y audio del mismo equipo y conexión a internet. B.- Se enviará por intermedio de la coordinadora del tribunal, un correo electrónico a todas las partes y postores comunicando el link a través del cual deberán acceder a la subasta. Las partes deberán conectarse con 10 minutos de anticipación a la hora fijada para el remate, para los efectos de verificar sus identidades. No se admitirán participantes que se conecten pasada la hora fijada para el remate. Problemas de conexión informarlos al mail jcsantiago16_remates@pjud.cl Bases y antecedentes en expediente digital indicado. Secretaria(S).: [926, 153, 1133, 639]
- classified-ad: [492, 754, 698, 1635]
- classified-ad: [926, 1472, 1133, 2117]
- classified-ad: [1143, 153, 1350, 297]
- section-title: ECONÓMICOS CLASIFICADOS: [612, 66, 1096, 102]
- ad-text: tiago, vía plataforma Zoom, el día 14 de mayo de 2026, a las 12:45 horas, inmueble de propiedad de la demandada comercializadora San Joaquín Spa que se encuentra ubicado en la comuna de Ovalle, Coi Coi, que corresponde al Lote 2-D, del Lote 2, del plano N° 707 del Registro de Documentos de 2016, que deslinda: Norte, en 142,02 metros con lote 2-E del plano de subdivisión; Este, en 37,77 metros con lote 2-B del plano de subdivisión, servidumbre de paso de por medio; Sur, en 147,73 metros con lote 2-C del plano de subdivisión; y Oeste, en 39,65 metros con lote 1, Canal Waddington de por medio.- Superficie aproximada de 0,5890 hectáreas. Inscripción Conservador de Bienes Raíces de Limache a fojas 2501 N° 1531 del Registro de Propiedad del año 2020. Mínimo postura $ 78.923.560.- Todo postor, a excepción del ejecutante, deberá consignar garantía suficiente por el 10% del mínimo para iniciar postura y para poder participar de la subasta, únicamente mediante vale vista a nombre del Décimo Quinto Juzgado Civil de Santiago, rut N° 60.306.062-8. Para tales efectos, los postores deberán comparecer al Tribunal el día viernes anterior al de la subasta, de 12:00 a 13:00 horas, a fin de entregar el vale vista, el que será guardado en la custodia del tribunal. Para este fin, el interesado deberá informar previamente al correo electrónico jcsantiago15@pjud.cl, el nombre y Rut de la persona que asistirá a entregar el documento como también el rol de la causa. Los postores, a más tardar a las 14:00 horas del día hábil anterior a la realización de la subasta, deberán enviar un correo electrónico al mail del tribunal jcsantiago15@pjud.cl, indicando en el asunto Remate junto con el rol de la causa y la fecha de realización, manifestando su intención de participar. Deberá indicar en el mismo su nombre, persona o empresa a nombre de quien realizará posturas como también un correo electrónico y número de teléfono para recibir los datos necesarios para ingresar a la subasta. El saldo del precio de la subasta deberá pagarse al contado, dentro de quinto día hábil de efectuada, mediante consignación en la cuenta corriente del Tribunal. Demás antecedentes ver autos Causa Rol: C-481-2023 Caratulado: Banco de Crédito e Inversiones / Comercializadora San Joaquín Spa'. Ejecutivo. El Secretario.: [709, 845, 916, 1648]
- ad-heading: 15° JUZGADO CIVIL DE SANTIAGO,: [492, 1656, 698, 1669]
